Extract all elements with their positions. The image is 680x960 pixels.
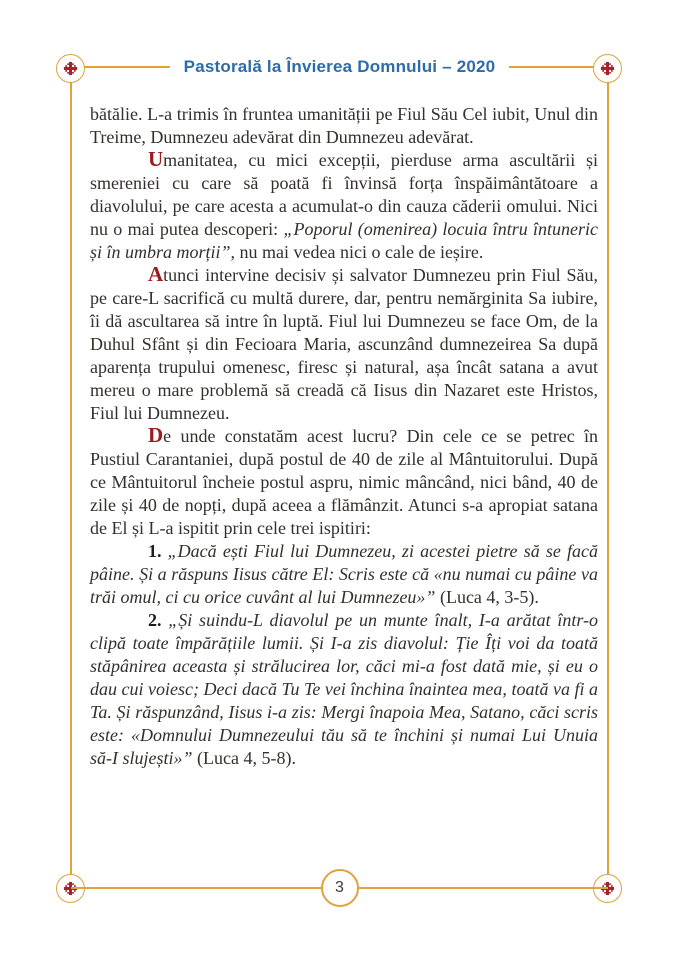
- footer-rule-right: [359, 887, 609, 889]
- paragraph-ispitire-2: [90, 609, 598, 770]
- paragraph-text-segment: e unde constatăm acest lucru? Din cele ce se petrec în Pustiul Carantaniei, după postul de 40 de zile al Mântuitorului. După ce Mântuitorul încheie postul aspru, nimic mâncând, nici bând, 40 de zile și 40 de nopți, după aceea a flămânzit. Atunci s-a apropiat satana de El și L-a ispitit prin cele trei ispitiri:: [90, 426, 598, 538]
- page-title: Pastorală la Învierea Domnului – 2020: [183, 57, 496, 76]
- page-number: 3: [335, 879, 344, 896]
- text-block: [90, 103, 598, 770]
- paragraph-text-segment: (Luca 4, 3-5).: [435, 587, 539, 607]
- paragraph-text-segment: „Și suindu-L diavolul pe un munte înalt, I-a arătat într-o clipă toate împărățiile lumii. Și I-a zis diavolul: Ție Îți voi da toată stăpânirea aceasta și strălucirea lor, căci mi-a fost dată mie, și eu o dau cui voiesc; Deci dacă Tu Te vei închina înaintea mea, toată va fi a Ta. Și răspunzând, Iisus i-a zis: Mergi înapoia Mea, Satano, căci scris este: «Domnului Dumnezeului tău să te închini și numai Lui Unuia să-I slujești»”: [90, 610, 599, 768]
- list-number: 2.: [148, 610, 169, 630]
- footer-rule-left: [71, 887, 321, 889]
- paragraph-text-segment: „Dacă ești Fiul lui Dumnezeu, zi acestei pietre să se facă pâine. Și a răspuns Iisus către El: Scris este că «nu numai cu pâine va trăi omul, ci cu orice cuvânt al lui Dumnezeu»”: [90, 541, 599, 607]
- list-number: 1.: [148, 541, 168, 561]
- paragraph-text-segment: (Luca 4, 5-8).: [192, 748, 296, 768]
- header-rule-left: [71, 66, 170, 68]
- page-number-badge: [321, 869, 359, 907]
- paragraph-text-segment: „Poporul (omenirea) locuia întru întuneric și în umbra morții”,: [90, 219, 598, 262]
- frame-border-left: [70, 69, 72, 888]
- drop-cap-initial: D: [148, 423, 164, 447]
- page-footer: [71, 869, 608, 907]
- drop-cap-initial: U: [148, 147, 164, 171]
- paragraph-atunci: [90, 264, 598, 425]
- paragraph-text-segment: manitatea, cu mici excepții, pierduse arma ascultării și smereniei cu care să poată fi învinsă forța înspăimântătoare a diavolului, pe care acesta a acumulat-o din cauza căderii omului. Nici nu o mai putea descoperi:: [90, 150, 598, 239]
- paragraph-text-segment: bătălie. L-a trimis în fruntea umanității pe Fiul Său Cel iubit, Unul din Treime, Dumnezeu adevărat din Dumnezeu adevărat.: [90, 104, 598, 147]
- paragraph-text-segment: tunci intervine decisiv și salvator Dumnezeu prin Fiul Său, pe care-L sacrifică cu multă durere, dar, pentru nemărginita Sa iubire, îi dă ascultarea să intre în luptă. Fiul lui Dumnezeu se face Om, de la Duhul Sfânt și din Fecioara Maria, ascunzând dumnezeirea Sa după aparența trupului omenesc, firesc și natural, așa încât satana a avut mereu o mare problemă să creadă că Iisus din Nazaret este Hristos, Fiul lui Dumnezeu.: [90, 265, 598, 423]
- paragraph-ispitire-1: [90, 540, 598, 609]
- page-header: [71, 53, 608, 81]
- frame-border-right: [607, 69, 609, 888]
- corner-ornament-top-left: [56, 54, 85, 83]
- corner-ornament-top-right: [593, 54, 622, 83]
- paragraph-de-unde: [90, 425, 598, 540]
- cross-icon: [62, 60, 79, 77]
- cross-icon: [599, 60, 616, 77]
- paragraph-text-segment: nu mai vedea nici o cale de ieșire.: [235, 242, 484, 262]
- paragraph-umanitatea: [90, 149, 598, 264]
- paragraph-continuation: [90, 103, 598, 149]
- drop-cap-initial: A: [148, 262, 164, 286]
